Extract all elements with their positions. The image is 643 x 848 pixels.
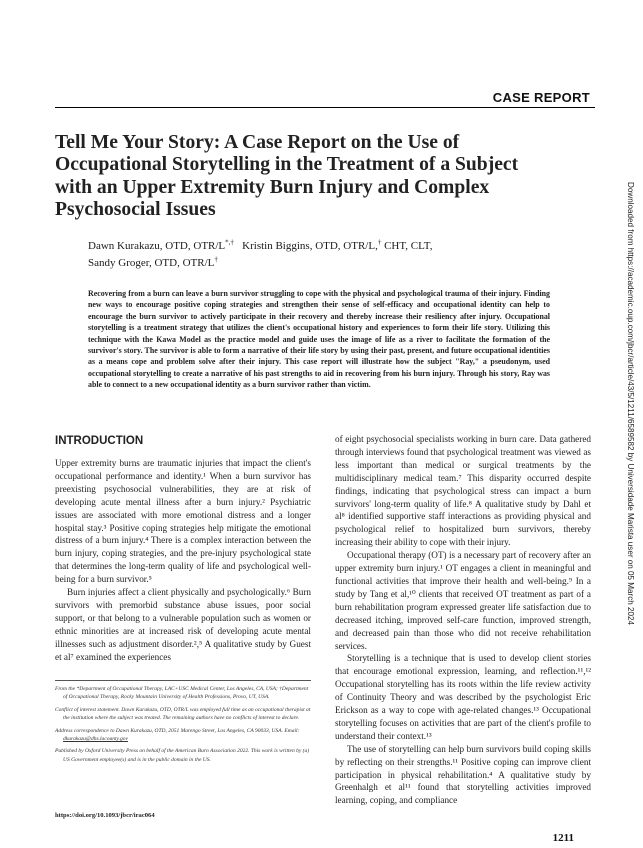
abstract: Recovering from a burn can leave a burn survivor struggling to cope with the physical and psychological trauma of their injury. Finding new ways to encourage positive coping strategies and strengthen their sense of self-efficacy and occupational identity can help to encourage the burn survivor to actively participate in their recovery and thereby increase their resiliency after injury. Occupational storytelling is a treatment strategy that utilizes the client's occupational history and experiences to form their life story. Utilizing this technique with the Kawa Model as the practice model and guide uses the image of life as a river to facilitate the formation of the survivor's story. The survivor is able to form a narrative of their life story by using their past, present, and future occupational identities as a means cope and problem solve after their injury. This case report will illustrate how the subject "Ray," a pseudonym, used occupational storytelling to create a narrative of his past strengths to aid in recovering from his burn injury. Through his story, Ray was able to connect to a new occupational identity as a burn survivor rather than victim. [88,288,550,390]
download-notice: Downloaded from https://academic.oup.com/jbcr/article/43/5/1211/6589582 by Universidade Marista user on 05 March 2024 [626,182,635,626]
author-list [88,236,548,270]
paragraph: Occupational therapy (OT) is a necessary part of recovery after an upper extremity burn injury.¹ OT engages a client in meaningful and functional activities that improve their health and well-being.⁹ In a study by Tang et al,¹⁰ clients that received OT treatment as part of a burn rehabilitation program expressed greater life satisfaction due to decreased itching, improved self-care function, improved strength, and decreased pain than those who did not receive rehabilitation services. [335,550,591,651]
section-label: CASE REPORT [487,90,590,105]
footnote-divider [55,680,311,681]
paragraph: Burn injuries affect a client physically and psychologically.⁶ Burn survivors with premorbid substance abuse issues, poor social support, or that belong to a vulnerable population such as women or ethnic minorities are at increased risk of developing acute mental illnesses such as adjustment disorder.²,⁵ A qualitative study by Guest et al⁷ examined the experiences [55,587,311,662]
footnote-copyright: Published by Oxford University Press on behalf of the American Burn Association 2022. This work is written by (a) US Government employee(s) and is in the public domain in the US. [55,748,310,763]
author-1: Dawn Kurakazu, OTD, OTR/L*,† [88,238,234,252]
email-link[interactable]: dkurakazu@dhs.lacounty.gov [63,736,128,743]
paragraph: The use of storytelling can help burn survivors build coping skills by reflecting on their strengths.¹¹ Positive coping can improve client participation in physical rehabilitation.⁴ A qualitative study by Greenhalgh et al¹¹ found that storytelling activities improved learning, coping, and compliance [335,743,591,806]
paragraph: of eight psychosocial specialists working in burn care. Data gathered through interviews found that psychological treatment was viewed as less important than medical or surgical treatments by the multidisciplinary medical team.⁷ This disparity occurred despite findings, indicating that psychological stress can impact a burn survivors' long-term quality of life.⁸ A qualitative study by Dahl et al⁸ identified supportive staff interactions as providing physical and psychological relief to hospitalized burn survivors, thereby increasing their ability to cope with their injury. [335,434,591,548]
footnote-correspondence: Address correspondence to Dawn Kurakazu, OTD, 2051 Marengo Street, Los Angeles, CA 90033, USA. Email: dkurakazu@dhs.lacounty.gov [55,727,300,743]
footnote-conflicts: Conflict of interest statement. Dawn Kurakazu, OTD, OTR/L was employed full time as an occupational therapist at the institution where the subject was treated. The remaining authors have no conflicts of interest to declare. [55,706,311,722]
page-number: 1211 [552,832,574,844]
body-column-right [335,433,591,848]
footnotes [55,685,311,768]
paragraph: Storytelling is a technique that is used to develop client stories that encourage emotional expression, learning, and reflection.¹¹,¹² Occupational storytelling has its roots within the life review activity of Continuity Theory and was described by the psychologist Eric Erickson as a way to cope with age-related changes.¹³ Occupational storytelling focuses on activities that are part of the client's profile to understand their context.¹³ [335,653,591,741]
author-3: Sandy Groger, OTD, OTR/L† [88,255,218,269]
body-column-left [55,457,311,679]
header-rule [55,107,595,108]
footnote-affiliations: From the *Department of Occupational Therapy, LAC+USC Medical Center, Los Angeles, CA, USA; †Department of Occupational Therapy, Rocky Mountain University of Health Professions, Provo, UT, USA. [55,686,309,701]
article-title: Tell Me Your Story: A Case Report on the Use of Occupational Storytelling in the Treatment of a Subject with an Upper Extremity Burn Injury and Complex Psychosocial Issues [55,132,519,221]
author-2: Kristin Biggins, OTD, OTR/L,† CHT, CLT, [242,238,433,252]
paragraph: Upper extremity burns are traumatic injuries that impact the client's occupational performance and identity.¹ When a burn survivor has preexisting psychosocial vulnerabilities, they are at risk of developing acute mental illness after a burn injury.² Psychiatric issues are associated with more emotional distress and a longer hospital stay.³ Positive coping strategies help mitigate the emotional distress of a burn injury.⁴ There is a complex interaction between the burn injury, coping strategies, and the pre-injury psychological state that determines the long-term quality of life and psychological well-being for a burn survivor.⁵ [55,458,311,585]
section-heading-introduction: INTRODUCTION [55,435,144,447]
doi-link[interactable]: https://doi.org/10.1093/jbcr/irac064 [55,812,155,819]
